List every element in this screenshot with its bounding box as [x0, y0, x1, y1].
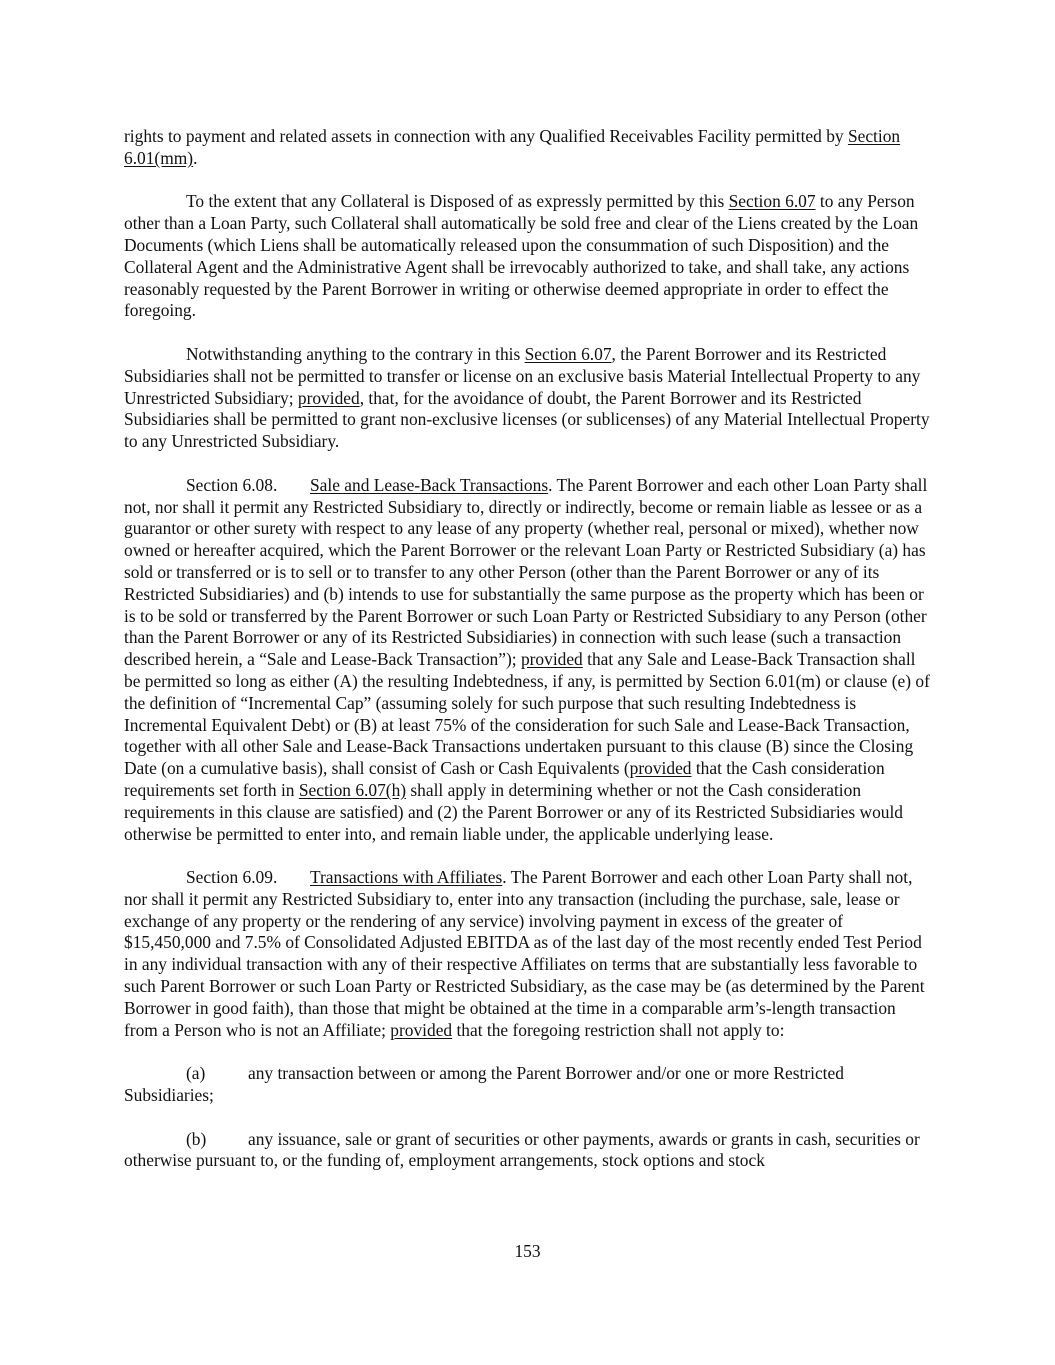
provided-term: provided: [390, 1019, 453, 1040]
section-6-09-paragraph: Section 6.09. Transactions with Affiliates. The Parent Borrower and each other Loan Party shall not, nor shall it permit any Restricted Subsidiary to, enter into any transaction (including the purchase, sale, lease or exchange of any property or the rendering of any service) involving payment in excess of the greater of $15,450,000 and 7.5% of Consolidated Adjusted EBITDA as of the last day of the most recently ended Test Period in any individual transaction with any of their respective Affiliates on terms that are substantially less favorable to such Parent Borrower or such Loan Party or Restricted Subsidiary, as the case may be (as determined by the Parent Borrower in good faith), than those that might be obtained at the time in a comparable arm’s-length transaction from a Person who is not an Affiliate; provided that the foregoing restriction shall not apply to:: [124, 867, 925, 1040]
section-heading: Sale and Lease-Back Transactions: [310, 474, 549, 495]
clause-text: any transaction between or among the Parent Borrower and/or one or more Restricted Subsidiaries;: [124, 1063, 844, 1106]
collateral-release-paragraph: To the extent that any Collateral is Disposed of as expressly permitted by this Section 6.07 to any Person other than a Loan Party, such Collateral shall automatically be sold free and clear of the Liens created by the Loan Documents (which Liens shall be automatically released upon the consummation of such Disposition) and the Collateral Agent and the Administrative Agent shall be irrevocably authorized to take, and shall take, any actions reasonably requested by the Parent Borrower in writing or otherwise deemed appropriate in order to effect the foregoing.: [124, 191, 919, 321]
document-body: [124, 126, 932, 1194]
section-6-08-paragraph: Section 6.08. Sale and Lease-Back Transactions. The Parent Borrower and each other Loan Party shall not, nor shall it permit any Restricted Subsidiary to, directly or indirectly, become or remain liable as lessee or as a guarantor or other surety with respect to any lease of any property (whether real, personal or mixed), whether now owned or hereafter acquired, which the Parent Borrower or the relevant Loan Party or Restricted Subsidiary (a) has sold or transferred or is to sell or to transfer to any other Person (other than the Parent Borrower or any of its Restricted Subsidiaries) and (b) intends to use for substantially the same purpose as the property which has been or is to be sold or transferred by the Parent Borrower or such Loan Party or Restricted Subsidiary to any Person (other than the Parent Borrower or any of its Restricted Subsidiaries) in connection with such lease (such a transaction described herein, a “Sale and Lease-Back Transaction”); provided that any Sale and Lease-Back Transaction shall be permitted so long as either (A) the resulting Indebtedness, if any, is permitted by Section 6.01(m) or clause (e) of the definition of “Incremental Cap” (assuming solely for such purpose that such resulting Indebtedness is Incremental Equivalent Debt) or (B) at least 75% of the consideration for such Sale and Lease-Back Transaction, together with all other Sale and Lease-Back Transactions undertaken pursuant to this clause (B) since the Closing Date (on a cumulative basis), shall consist of Cash or Cash Equivalents (provided that the Cash consideration requirements set forth in Section 6.07(h) shall apply in determining whether or not the Cash consideration requirements in this clause are satisfied) and (2) the Parent Borrower or any of its Restricted Subsidiaries would otherwise be permitted to enter into, and remain liable under, the applicable underlying lease.: [124, 474, 930, 844]
section-heading: Transactions with Affiliates: [310, 867, 503, 888]
provided-term: provided: [297, 387, 360, 408]
continued-paragraph: rights to payment and related assets in connection with any Qualified Receivables Facility permitted by Section 6.01(mm).: [124, 126, 901, 168]
clause-a-paragraph: [124, 1063, 932, 1107]
section-reference: Section 6.01(mm): [124, 126, 901, 168]
provided-term: provided: [520, 649, 583, 670]
section-reference: Section 6.07(h): [298, 779, 407, 800]
page-number: 153: [514, 1241, 541, 1261]
clause-label: (a): [186, 1063, 206, 1084]
clause-label: (b): [186, 1128, 207, 1149]
intellectual-property-paragraph: Notwithstanding anything to the contrary in this Section 6.07, the Parent Borrower and its Restricted Subsidiaries shall not be permitted to transfer or license on an exclusive basis Material Intellectual Property to any Unrestricted Subsidiary; provided, that, for the avoidance of doubt, the Parent Borrower and its Restricted Subsidiaries shall be permitted to grant non-exclusive licenses (or sublicenses) of any Material Intellectual Property to any Unrestricted Subsidiary.: [124, 343, 930, 452]
clause-text: any issuance, sale or grant of securities or other payments, awards or grants in cash, securities or otherwise pursuant to, or the funding of, employment arrangements, stock options and stock: [124, 1128, 920, 1171]
section-number: Section 6.08.: [186, 474, 278, 495]
provided-term: provided: [629, 758, 692, 779]
section-reference: Section 6.07: [524, 343, 612, 364]
clause-b-paragraph: [124, 1129, 932, 1173]
section-number: Section 6.09.: [186, 867, 278, 888]
section-reference: Section 6.07: [728, 191, 816, 212]
